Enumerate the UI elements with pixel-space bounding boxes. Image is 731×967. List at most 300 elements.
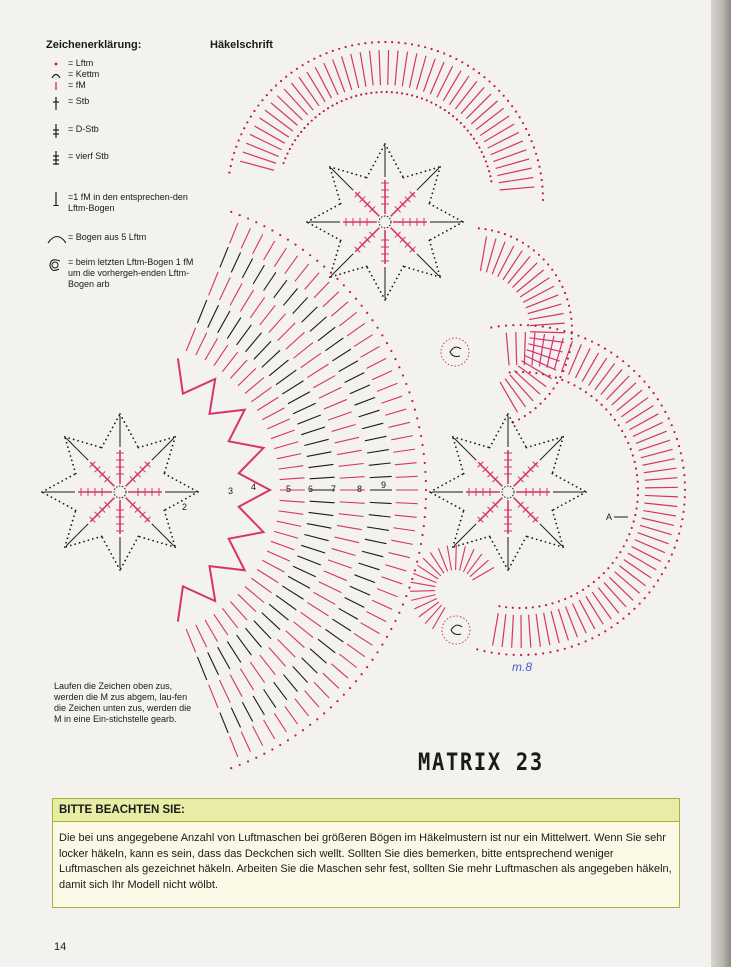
lower-loop-stitch — [624, 560, 651, 578]
fan-row-stitch — [325, 338, 343, 351]
lower-loop-dot — [549, 651, 551, 653]
lower-loop-stitch — [645, 478, 678, 481]
top-loop-inner-dot — [345, 98, 347, 100]
fan-row-stitch — [354, 633, 373, 645]
fan-row-stitch — [274, 713, 286, 731]
top-loop-chain-dot — [325, 52, 327, 54]
motif-chain-dot — [74, 543, 76, 545]
fan-row-stitch — [339, 654, 356, 668]
lower-loop-dot — [591, 340, 593, 342]
tail-stitch — [460, 546, 466, 570]
top-loop-stitch — [291, 83, 313, 110]
fan-row-stitch — [365, 436, 387, 441]
motif-chain-dot — [433, 489, 435, 491]
lower-loop-dot — [671, 424, 673, 426]
motif-chain-dot — [193, 493, 195, 495]
motif-leg — [417, 254, 439, 276]
lower-loop-dot — [684, 489, 686, 491]
fan-outer-chain-dot — [302, 249, 304, 251]
right-band-dot — [484, 228, 486, 230]
fan-outer-chain-dot — [316, 260, 318, 262]
motif-chain-dot — [457, 529, 459, 531]
lower-loop-dot — [610, 626, 612, 628]
motif-chain-dot — [143, 537, 145, 539]
top-loop-chain-dot — [243, 127, 245, 129]
right-band-stitch — [517, 270, 544, 292]
right-band-stitch — [529, 314, 563, 320]
right-band-dot — [543, 258, 545, 260]
fan-outer-chain-dot — [279, 234, 281, 236]
fan-row-stitch — [309, 512, 334, 515]
motif-chain-dot — [540, 540, 542, 542]
fan-row-stitch — [262, 350, 280, 367]
fan-row-stitch — [295, 264, 309, 281]
motif-chain-dot — [416, 173, 418, 175]
motif-chain-dot — [557, 454, 559, 456]
top-loop-stitch — [388, 50, 389, 85]
row-number-label: 9 — [381, 480, 387, 490]
top-loop-stitch — [315, 67, 331, 98]
right-band-stitch — [527, 350, 560, 361]
top-loop-inner-dot — [456, 118, 458, 120]
motif-chain-dot — [471, 541, 473, 543]
top-loop-stitch — [480, 116, 509, 136]
motif-chain-dot — [112, 427, 114, 429]
motif-chain-dot — [75, 509, 77, 511]
motif-chain-dot — [169, 454, 171, 456]
motif-chain-dot — [57, 482, 59, 484]
lower-loop-dot — [542, 652, 544, 654]
fan-outer-chain-dot — [330, 706, 332, 708]
fan-outer-chain-dot — [330, 272, 332, 274]
top-loop-chain-dot — [507, 100, 509, 102]
motif-leg — [454, 438, 476, 460]
top-loop-inner-dot — [473, 138, 475, 140]
motif-chain-dot — [121, 417, 123, 419]
fan-outer-chain-dot — [414, 409, 416, 411]
fan-row-stitch — [280, 500, 305, 502]
fan-row-stitch — [359, 410, 380, 417]
motif-chain-dot — [167, 523, 169, 525]
right-band-dot — [548, 393, 550, 395]
lower-loop-dot — [535, 653, 537, 655]
lower-loop-dot — [652, 392, 654, 394]
motif-chain-dot — [110, 553, 112, 555]
fan-row-stitch — [279, 511, 304, 514]
right-band-stitch — [508, 256, 530, 283]
motif-chain-dot — [339, 273, 341, 275]
motif-chain-dot — [72, 464, 74, 466]
lower-loop-stitch — [604, 583, 626, 607]
motif-chain-dot — [174, 546, 176, 548]
lower-loop-stitch — [612, 383, 636, 405]
fan-outer-chain-dot — [309, 724, 311, 726]
motif-chain-dot — [340, 203, 342, 205]
fan-row-stitch — [335, 437, 359, 443]
fan-outer-chain-dot — [424, 471, 426, 473]
lower-loop-stitch — [628, 553, 656, 570]
right-band-dot — [478, 227, 480, 229]
lower-loop-dot — [616, 622, 618, 624]
fan-row-stitch — [278, 323, 296, 341]
lower-loop-inner-dot — [637, 481, 639, 483]
lower-loop-inner-dot — [585, 391, 587, 393]
motif-chain-dot — [498, 553, 500, 555]
top-loop-stitch — [271, 103, 298, 126]
fan-row-stitch — [345, 373, 365, 383]
top-loop-stitch — [500, 187, 535, 190]
top-loop-chain-dot — [533, 146, 535, 148]
fan-row-stitch — [339, 312, 356, 326]
fan-row-stitch — [253, 726, 263, 746]
right-band-dot — [551, 269, 553, 271]
fan-row-stitch — [186, 629, 195, 652]
lower-loop-stitch — [645, 487, 678, 488]
fan-row-stitch — [298, 415, 321, 424]
fan-outer-chain-dot — [423, 453, 425, 455]
fan-row-stitch — [245, 333, 261, 352]
top-loop-inner-dot — [391, 91, 393, 93]
motif-chain-dot — [523, 539, 525, 541]
lower-loop-dot — [681, 459, 683, 461]
motif-chain-dot — [90, 444, 92, 446]
motif-chain-dot — [384, 299, 386, 301]
fan-row-stitch — [271, 430, 294, 439]
fan-outer-chain-dot — [424, 462, 426, 464]
fan-row-stitch — [220, 713, 228, 733]
lower-loop-inner-dot — [579, 387, 581, 389]
motif-chain-dot — [512, 560, 514, 562]
lower-loop-dot — [648, 386, 650, 388]
motif-chain-dot — [328, 233, 330, 235]
fan-row-stitch — [288, 576, 310, 588]
top-loop-inner-dot — [341, 100, 343, 102]
right-band-dot — [497, 231, 499, 233]
right-band-dot — [527, 245, 529, 247]
lower-loop-dot — [622, 360, 624, 362]
top-loop-chain-dot — [540, 172, 542, 174]
motif-chain-dot — [170, 545, 172, 547]
lower-loop-inner-dot — [535, 372, 537, 374]
top-loop-inner-dot — [406, 93, 408, 95]
fan-outer-chain-dot — [416, 561, 418, 563]
lower-loop-dot — [505, 653, 507, 655]
motif-chain-dot — [437, 175, 439, 177]
fan-row-stitch — [381, 577, 402, 584]
motif-chain-dot — [68, 533, 70, 535]
motif-chain-dot — [429, 169, 431, 171]
top-loop-inner-dot — [430, 101, 432, 103]
tail-stitch — [463, 549, 474, 572]
motif-chain-dot — [53, 484, 55, 486]
motif-chain-dot — [436, 266, 438, 268]
top-loop-stitch — [299, 77, 319, 106]
motif-chain-dot — [432, 205, 434, 207]
lower-loop-inner-dot — [587, 585, 589, 587]
motif-chain-dot — [402, 177, 404, 179]
fan-row-stitch — [237, 325, 252, 345]
motif-chain-dot — [70, 455, 72, 457]
top-loop-inner-dot — [380, 91, 382, 93]
motif-chain-dot — [457, 218, 459, 220]
motif-chain-dot — [122, 564, 124, 566]
fan-row-stitch — [230, 737, 238, 757]
top-loop-stitch — [250, 134, 281, 149]
lower-loop-dot — [491, 651, 493, 653]
motif-chain-dot — [59, 501, 61, 503]
fan-row-stitch — [214, 345, 228, 366]
tail-stitch — [447, 546, 451, 571]
right-band-dot — [571, 338, 573, 340]
fan-row-stitch — [295, 699, 309, 716]
motif-chain-dot — [569, 500, 571, 502]
motif-chain-dot — [493, 439, 495, 441]
top-loop-chain-dot — [290, 72, 292, 74]
motif-chain-dot — [459, 507, 461, 509]
top-loop-stitch — [351, 54, 359, 88]
fan-row-stitch — [324, 399, 347, 409]
lower-loop-inner-dot — [598, 577, 600, 579]
fan-row-stitch — [347, 323, 365, 336]
motif-chain-dot — [467, 542, 469, 544]
fan-row-stitch — [264, 272, 276, 290]
lower-loop-dot — [498, 653, 500, 655]
right-band-dot — [522, 242, 524, 244]
motif-chain-dot — [557, 507, 559, 509]
right-band-stitch — [530, 332, 565, 333]
lower-loop-inner-dot — [576, 592, 578, 594]
motif-chain-dot — [351, 172, 353, 174]
fan-outer-chain-dot — [405, 383, 407, 385]
lower-loop-stitch — [586, 596, 603, 624]
lower-loop-inner-dot — [505, 606, 507, 608]
fan-row-stitch — [372, 371, 392, 380]
motif-chain-dot — [73, 439, 75, 441]
motif-chain-dot — [83, 541, 85, 543]
lower-loop-inner-dot — [634, 514, 636, 516]
motif-chain-dot — [326, 210, 328, 212]
motif-chain-dot — [142, 445, 144, 447]
right-band-stitch — [480, 236, 486, 270]
motif-chain-dot — [449, 480, 451, 482]
top-loop-chain-dot — [542, 192, 544, 194]
top-loop-chain-dot — [246, 121, 248, 123]
lower-loop-dot — [653, 585, 655, 587]
motif-chain-dot — [331, 172, 333, 174]
motif-chain-dot — [64, 546, 66, 548]
fan-outer-chain-dot — [239, 764, 241, 766]
loop-join-marker — [442, 616, 470, 644]
fan-row-stitch — [245, 586, 264, 602]
fan-row-stitch — [257, 569, 278, 582]
motif-chain-dot — [519, 548, 521, 550]
top-loop-inner-dot — [294, 139, 296, 141]
fan-row-stitch — [318, 327, 335, 341]
lower-loop-dot — [610, 351, 612, 353]
motif-chain-dot — [518, 433, 520, 435]
motif-chain-dot — [69, 529, 71, 531]
fan-row-stitch — [339, 514, 364, 517]
motif-chain-dot — [105, 439, 107, 441]
motif-chain-dot — [335, 185, 337, 187]
lower-loop-inner-dot — [542, 373, 544, 375]
lower-loop-inner-dot — [532, 606, 534, 608]
lower-loop-dot — [664, 567, 666, 569]
fan-row-stitch — [227, 641, 241, 662]
lower-loop-dot — [556, 328, 558, 330]
lower-loop-dot — [676, 540, 678, 542]
fan-row-stitch — [305, 273, 319, 290]
top-loop-stitch — [476, 108, 504, 129]
motif-chain-dot — [564, 479, 566, 481]
fan-outer-chain-dot — [349, 291, 351, 293]
legend-title: Zeichenerklärung: — [46, 39, 142, 51]
lower-loop-dot — [512, 324, 514, 326]
motif-chain-dot — [152, 540, 154, 542]
top-loop-stitch — [499, 177, 534, 182]
row-number-label: 7 — [331, 484, 337, 494]
motif-chain-dot — [454, 442, 456, 444]
top-loop-inner-dot — [489, 175, 491, 177]
motif-leg — [417, 168, 439, 190]
loop-join-marker — [441, 338, 469, 366]
fan-row-stitch — [209, 272, 218, 295]
motif-chain-dot — [413, 268, 415, 270]
lower-loop-dot — [597, 344, 599, 346]
fan-outer-chain-dot — [425, 498, 427, 500]
motif-chain-dot — [456, 451, 458, 453]
motif-chain-dot — [133, 544, 135, 546]
top-loop-inner-dot — [370, 92, 372, 94]
fan-row-stitch — [395, 463, 417, 465]
fan-row-stitch — [301, 427, 325, 435]
lower-loop-inner-dot — [610, 413, 612, 415]
motif-chain-dot — [465, 440, 467, 442]
motif-chain-dot — [454, 226, 456, 228]
motif-chain-dot — [484, 537, 486, 539]
right-band-dot — [529, 411, 531, 413]
top-loop-inner-dot — [396, 92, 398, 94]
tail-stitch — [411, 595, 435, 601]
lower-loop-dot — [578, 643, 580, 645]
motif-chain-dot — [453, 216, 455, 218]
top-loop-inner-dot — [360, 94, 362, 96]
motif-chain-dot — [104, 541, 106, 543]
lower-loop-stitch — [598, 587, 619, 613]
fan-row-stitch — [323, 673, 339, 688]
fan-outer-chain-dot — [405, 595, 407, 597]
top-loop-chain-dot — [302, 64, 304, 66]
motif-chain-dot — [559, 536, 561, 538]
fan-row-stitch — [196, 625, 207, 647]
motif-chain-dot — [503, 561, 505, 563]
motif-chain-dot — [495, 435, 497, 437]
lower-loop-dot — [527, 324, 529, 326]
fan-outer-chain-dot — [376, 327, 378, 329]
motif-chain-dot — [434, 237, 436, 239]
motif-chain-dot — [435, 179, 437, 181]
motif-chain-dot — [361, 267, 363, 269]
fan-outer-chain-dot — [381, 334, 383, 336]
motif-chain-dot — [572, 484, 574, 486]
motif-chain-dot — [377, 287, 379, 289]
motif-chain-dot — [166, 518, 168, 520]
top-loop-inner-dot — [463, 126, 465, 128]
motif-chain-dot — [457, 476, 459, 478]
motif-chain-dot — [107, 435, 109, 437]
motif-chain-dot — [500, 557, 502, 559]
lower-loop-stitch — [601, 369, 622, 394]
motif-chain-dot — [79, 542, 81, 544]
motif-leg — [454, 524, 476, 546]
lower-loop-dot — [681, 518, 683, 520]
fan-row-stitch — [340, 502, 365, 503]
top-loop-stitch — [443, 71, 461, 101]
top-loop-inner-dot — [307, 123, 309, 125]
motif-chain-dot — [554, 518, 556, 520]
lower-loop-stitch — [536, 614, 540, 647]
top-loop-chain-dot — [541, 186, 543, 188]
lower-loop-dot — [564, 648, 566, 650]
motif-chain-dot — [400, 269, 402, 271]
lower-loop-dot — [577, 335, 579, 337]
motif-chain-dot — [480, 538, 482, 540]
motif-chain-dot — [431, 248, 433, 250]
fan-row-stitch — [230, 601, 247, 620]
top-loop-inner-dot — [350, 96, 352, 98]
instruction-note: Laufen die Zeichen oben zus, werden die M zus abgem, lau-fen die Zeichen unten zus, werden die M in eine Ein-stichstelle gearb. — [54, 681, 192, 724]
top-loop-stitch — [265, 110, 293, 131]
top-loop-chain-dot — [537, 159, 539, 161]
motif-chain-dot — [450, 228, 452, 230]
top-loop-chain-dot — [478, 72, 480, 74]
fan-row-stitch — [310, 317, 327, 332]
motif-chain-dot — [176, 479, 178, 481]
right-band-dot — [533, 249, 535, 251]
motif-chain-dot — [543, 442, 545, 444]
top-loop-inner-dot — [286, 152, 288, 154]
right-band-stitch — [510, 375, 533, 401]
fan-row-stitch — [359, 563, 380, 570]
fan-row-stitch — [205, 620, 218, 642]
top-loop-stitch — [409, 53, 416, 87]
fan-row-stitch — [293, 403, 316, 414]
lower-loop-dot — [684, 496, 686, 498]
motif-chain-dot — [512, 421, 514, 423]
lower-loop-stitch — [561, 341, 572, 372]
lower-loop-stitch — [606, 376, 629, 400]
top-loop-stitch — [466, 94, 491, 119]
motif-chain-dot — [333, 181, 335, 183]
fan-row-stitch — [220, 680, 231, 703]
motif-chain-dot — [453, 478, 455, 480]
motif-chain-dot — [61, 480, 63, 482]
fan-row-stitch — [301, 545, 325, 553]
motif-chain-dot — [116, 418, 118, 420]
fan-row-stitch — [222, 352, 237, 372]
motif-chain-dot — [561, 540, 563, 542]
lower-loop-inner-dot — [616, 557, 618, 559]
lower-loop-stitch — [493, 613, 499, 645]
fan-outer-chain-dot — [294, 734, 296, 736]
fan-row-stitch — [354, 335, 373, 347]
motif-chain-dot — [334, 206, 336, 208]
lower-loop-dot — [513, 654, 515, 656]
fan-row-stitch — [313, 376, 335, 388]
motif-chain-dot — [167, 475, 169, 477]
top-loop-chain-dot — [231, 158, 233, 160]
top-loop-stitch — [437, 66, 453, 97]
